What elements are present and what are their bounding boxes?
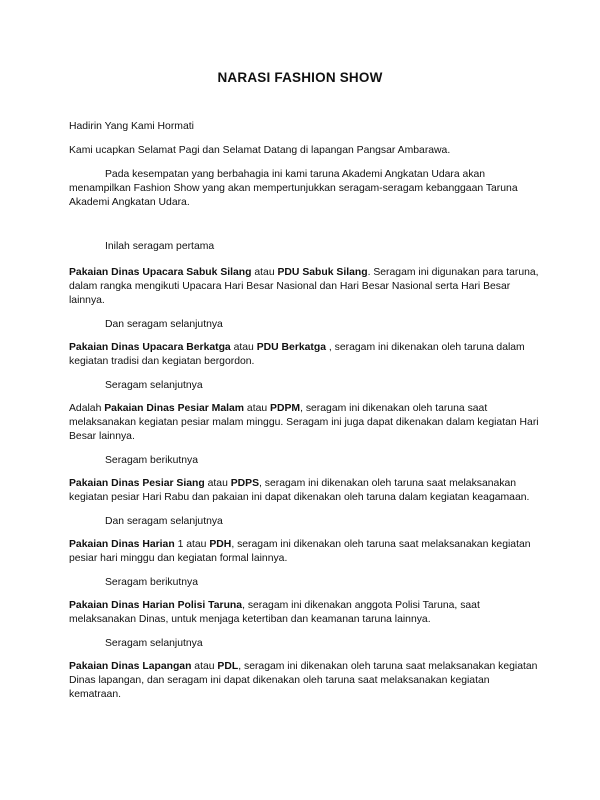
section-connector: atau: [191, 661, 218, 672]
uniform-abbreviation: PDL: [217, 661, 239, 672]
welcome-paragraph: Kami ucapkan Selamat Pagi dan Selamat Datang di lapangan Pangsar Ambarawa.: [69, 145, 451, 156]
section-connector: atau: [244, 403, 271, 414]
section-paragraph: [69, 402, 539, 444]
uniform-abbreviation: PDH: [209, 539, 232, 550]
uniform-name: Pakaian Dinas Harian Polisi Taruna: [69, 600, 243, 611]
section-prefix: Adalah: [69, 403, 105, 414]
uniform-description: , seragam ini dikenakan oleh taruna saat melaksanakan kegiatan pesiar Hari Rabu dan pakaian ini dapat dikenakan oleh taruna dalam kegiatan keagamaan.: [69, 478, 530, 503]
uniform-description: , seragam ini dikenakan oleh taruna saat melaksanakan kegiatan pesiar malam minggu. Seragam ini juga dapat dikenakan dalam kegiatan Hari Besar lainnya.: [69, 403, 539, 442]
uniform-name: Pakaian Dinas Upacara Sabuk Silang: [69, 267, 252, 278]
uniform-abbreviation: PDU Berkatga: [256, 342, 327, 353]
section-paragraph: [69, 660, 539, 702]
section-connector: atau: [204, 478, 231, 489]
uniform-description: , seragam ini dikenakan oleh taruna saat melaksanakan kegiatan pesiar hari minggu dan kegiatan formal lainnya.: [69, 539, 531, 564]
uniform-abbreviation: PDPM: [270, 403, 301, 414]
section-paragraph: [69, 266, 539, 308]
section-label: Seragam berikutnya: [105, 577, 198, 588]
uniform-description: . Seragam ini digunakan para taruna, dalam rangka mengikuti Upacara Hari Besar Nasional dan Hari Besar Nasional serta Hari Besar lainnya.: [69, 267, 539, 306]
uniform-name: Pakaian Dinas Pesiar Malam: [104, 403, 245, 414]
uniform-description: , seragam ini dikenakan oleh taruna saat melaksanakan kegiatan Dinas lapangan, dan seragam ini dapat dikenakan oleh taruna saat melaksanakan kegiatan kematraan.: [69, 661, 538, 700]
uniform-abbreviation: PDPS: [230, 478, 260, 489]
section-paragraph: [69, 538, 539, 566]
intro-paragraph: Pada kesempatan yang berbahagia ini kami taruna Akademi Angkatan Udara akan menampilkan Fashion Show yang akan mempertunjukkan seragam-seragam kebanggaan Taruna Akademi Angkatan Udara.: [69, 169, 518, 208]
section-label: Inilah seragam pertama: [105, 241, 215, 252]
uniform-abbreviation: PDU Sabuk Silang: [277, 267, 368, 278]
section-connector: atau: [251, 267, 278, 278]
uniform-name: Pakaian Dinas Harian: [69, 539, 175, 550]
greeting: Hadirin Yang Kami Hormati: [69, 121, 194, 132]
section-connector: 1 atau: [174, 539, 210, 550]
document-title: NARASI FASHION SHOW: [217, 70, 383, 85]
section-label: Seragam berikutnya: [105, 455, 198, 466]
section-label: Dan seragam selanjutnya: [105, 516, 223, 527]
document-body: [69, 120, 539, 712]
section-connector: atau: [230, 342, 257, 353]
uniform-name: Pakaian Dinas Upacara Berkatga: [69, 342, 231, 353]
uniform-name: Pakaian Dinas Pesiar Siang: [69, 478, 205, 489]
uniform-description: , seragam ini dikenakan anggota Polisi Taruna, saat melaksanakan Dinas, untuk menjaga ketertiban dan keamanan taruna lainnya.: [69, 600, 480, 625]
section-paragraph: [69, 341, 539, 369]
section-label: Seragam selanjutnya: [105, 638, 203, 649]
section-label: Dan seragam selanjutnya: [105, 319, 223, 330]
uniform-name: Pakaian Dinas Lapangan: [69, 661, 192, 672]
section-paragraph: [69, 477, 539, 505]
uniform-description: , seragam ini dikenakan oleh taruna dalam kegiatan tradisi dan kegiatan bergordon.: [69, 342, 525, 367]
section-paragraph: [69, 599, 539, 627]
section-label: Seragam selanjutnya: [105, 380, 203, 391]
